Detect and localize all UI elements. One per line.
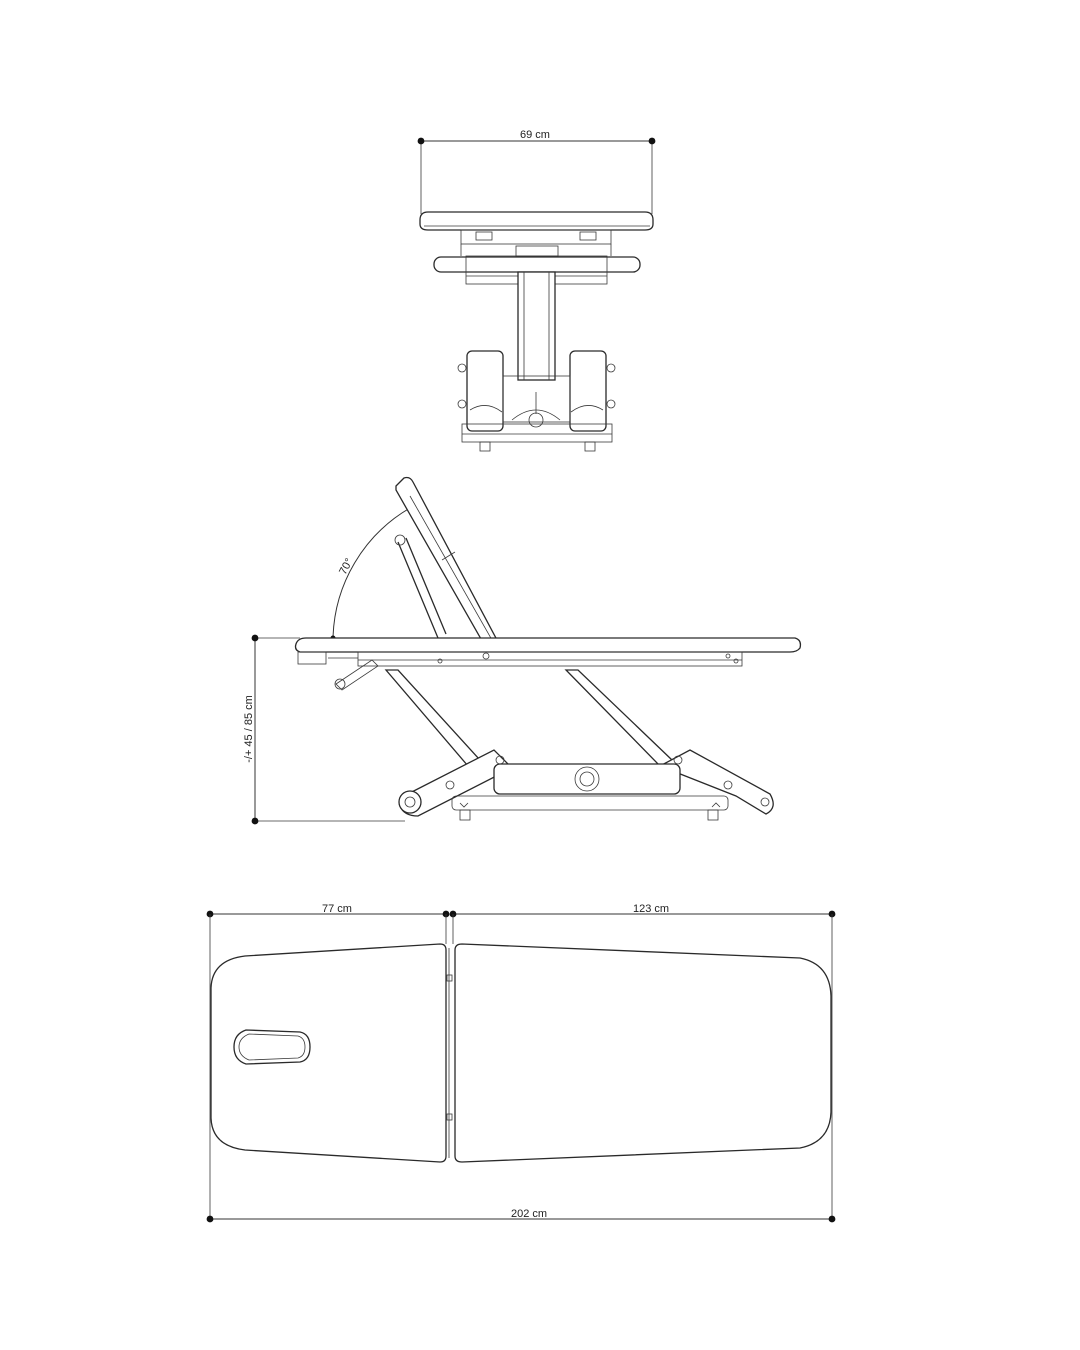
height-range-label: -/+ 45 / 85 cm bbox=[243, 695, 255, 763]
leg-left-upper bbox=[386, 670, 480, 766]
head-length-label: 77 cm bbox=[322, 903, 352, 915]
front-base-left bbox=[467, 351, 503, 431]
dimension-endpoint bbox=[649, 138, 656, 145]
body-length-label: 123 cm bbox=[632, 903, 670, 915]
dimension-endpoint bbox=[252, 818, 259, 825]
dimension-endpoint bbox=[207, 1216, 214, 1223]
top-view bbox=[207, 903, 836, 1222]
side-view bbox=[243, 478, 800, 825]
front-view bbox=[418, 129, 656, 451]
backrest-angle-label: 70° bbox=[337, 556, 356, 577]
dimension-endpoint bbox=[252, 635, 259, 642]
front-column bbox=[518, 272, 555, 380]
total-length-label: 202 cm bbox=[510, 1208, 548, 1220]
wheel-left bbox=[399, 791, 421, 813]
front-base-right bbox=[570, 351, 606, 431]
leg-right-upper bbox=[566, 670, 672, 766]
front-tabletop bbox=[420, 212, 653, 230]
raised-backrest bbox=[396, 478, 497, 647]
body-section bbox=[455, 944, 831, 1162]
front-width-label: 69 cm bbox=[520, 129, 550, 141]
dimension-endpoint bbox=[418, 138, 425, 145]
base-body bbox=[494, 764, 680, 794]
dimension-endpoint bbox=[829, 1216, 836, 1223]
front-side-rail bbox=[434, 257, 640, 272]
side-tabletop bbox=[296, 638, 801, 652]
